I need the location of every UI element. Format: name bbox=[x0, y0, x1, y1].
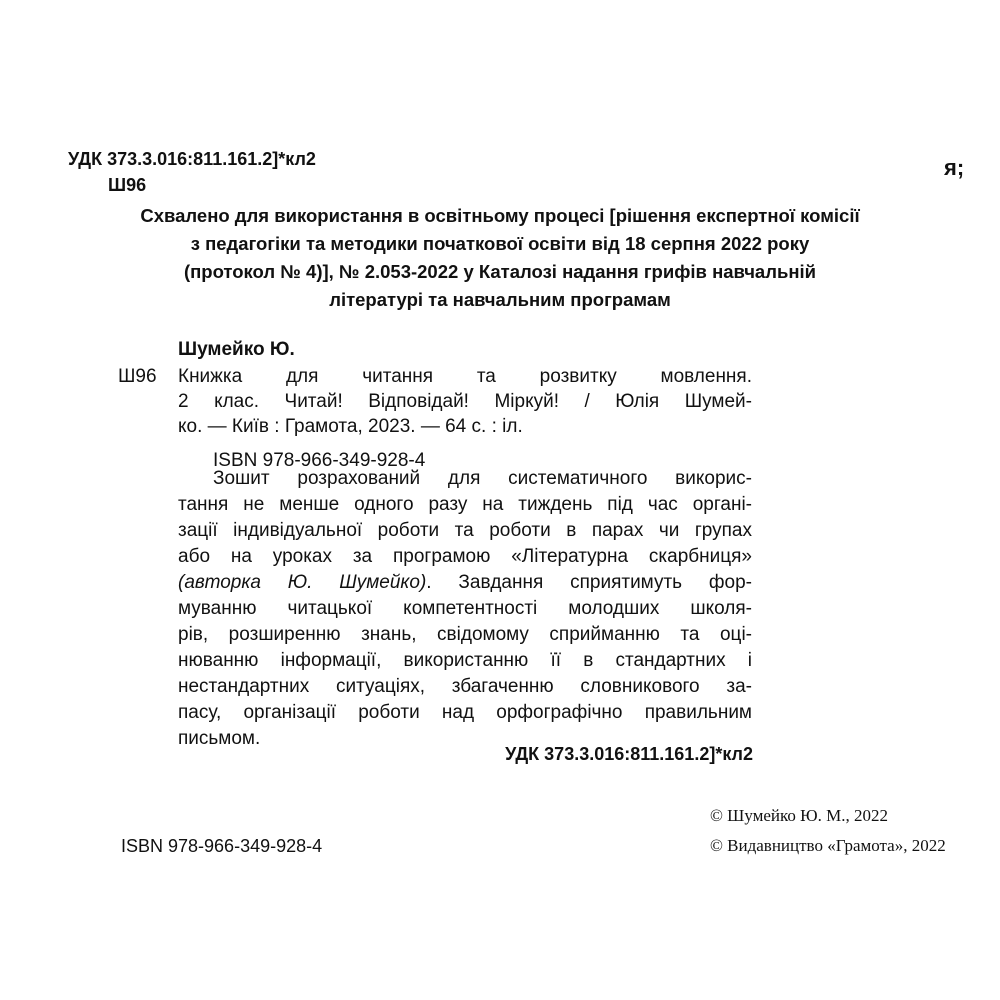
edge-text-fragment: я; bbox=[944, 155, 965, 180]
description-line-5-rest: . Завдання сприятимуть фор- bbox=[426, 572, 752, 593]
description-line-5 bbox=[178, 572, 752, 594]
approval-line-1: Схвалено для використання в освітньому процесі [рішення експертної комісії bbox=[140, 205, 860, 226]
author-sign-top: Ш96 bbox=[108, 175, 147, 195]
description-line-7: рів, розширенню знань, свідомому сприйманню та оці- bbox=[178, 624, 752, 645]
description-line-9: нестандартних ситуаціях, збагаченню словникового за- bbox=[178, 676, 752, 697]
copyright-author: © Шумейко Ю. М., 2022 bbox=[710, 806, 888, 825]
footer-isbn: ISBN 978-966-349-928-4 bbox=[121, 836, 323, 856]
card-author-sign: Ш96 bbox=[118, 366, 157, 387]
approval-line-2: з педагогіки та методики початкової освіти від 18 серпня 2022 року bbox=[190, 233, 810, 254]
card-title-line-3: ко. — Київ : Грамота, 2023. — 64 с. : іл. bbox=[178, 416, 523, 437]
description-line-1: Зошит розрахований для систематичного викорис- bbox=[213, 468, 752, 489]
udk-code-top: УДК 373.3.016:811.161.2]*кл2 bbox=[68, 149, 316, 169]
udk-code-bottom: УДК 373.3.016:811.161.2]*кл2 bbox=[505, 744, 753, 764]
card-title-line-2: 2 клас. Читай! Відповідай! Міркуй! / Юлія Шумей- bbox=[178, 391, 752, 412]
card-title-line-1: Книжка для читання та розвитку мовлення. bbox=[178, 366, 752, 387]
description-italic-author: (авторка Ю. Шумейко) bbox=[178, 572, 427, 593]
card-author: Шумейко Ю. bbox=[178, 339, 295, 360]
copyright-publisher: © Видавництво «Грамота», 2022 bbox=[710, 836, 946, 855]
description-line-6: муванню читацької компетентності молодших школя- bbox=[178, 598, 752, 619]
card-isbn: ISBN 978-966-349-928-4 bbox=[213, 450, 426, 471]
description-line-10: пасу, організації роботи над орфографічно правильним bbox=[178, 702, 752, 723]
approval-line-3: (протокол № 4)], № 2.053-2022 у Каталозі надання грифів навчальній bbox=[183, 261, 817, 282]
description-line-11: письмом. bbox=[178, 728, 261, 749]
description-line-4: або на уроках за програмою «Літературна скарбниця» bbox=[178, 546, 752, 567]
description-line-3: зації індивідуальної роботи та роботи в парах чи групах bbox=[178, 520, 752, 541]
description-line-8: нюванню інформації, використанню її в стандартних і bbox=[178, 650, 752, 671]
description-line-2: тання не менше одного разу на тиждень під час органі- bbox=[178, 494, 752, 515]
approval-line-4: літературі та навчальним програмам bbox=[329, 289, 671, 310]
